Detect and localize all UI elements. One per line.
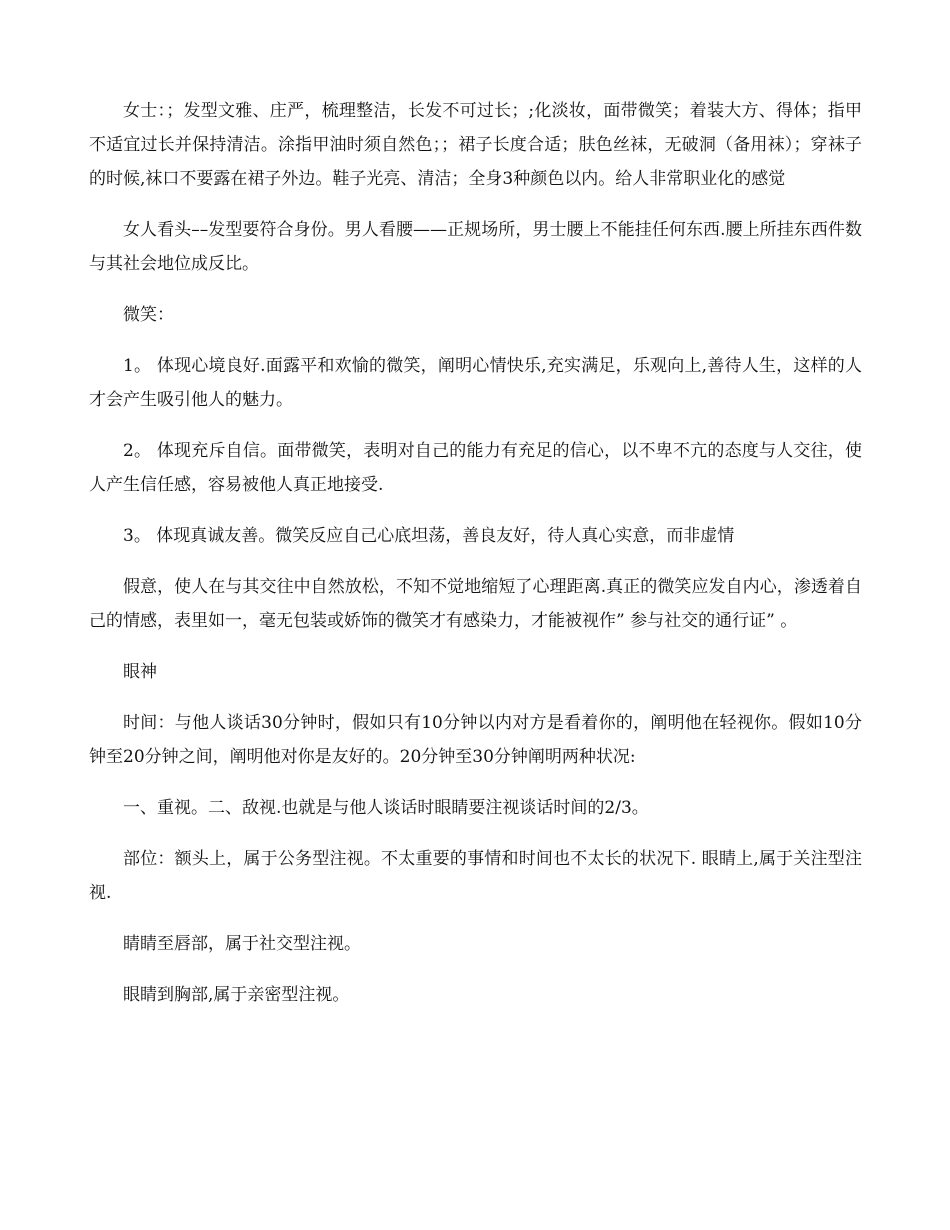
heading-eyes: 眼神 xyxy=(123,662,157,682)
paragraph-gaze-intimate: 眼睛到胸部,属于亲密型注视。 xyxy=(123,985,350,1005)
paragraph-smile-3-cont: 假意，使人在与其交往中自然放松，不知不觉地缩短了心理距离.真正的微笑应发自内心，渗透着自己的情感，表里如一，毫无包装或娇饰的微笑才有感染力，才能被视作” 参与社交的通行证” 。 xyxy=(89,577,862,631)
paragraph-women-attire: 女士：；发型文雅、庄严，梳理整洁，长发不可过长；;化淡妆，面带微笑；着装大方、得体；指甲不适宜过长并保持清洁。涂指甲油时须自然色；；裙子长度合适；肤色丝袜，无破洞（备用袜）；穿袜子的时候,袜口不要露在裙子外边。鞋子光亮、清洁；全身3种颜色以内。给人非常职业化的感觉 xyxy=(89,101,862,189)
paragraph-smile-3: 3。 体现真诚友善。微笑反应自己心底坦荡，善良友好，待人真心实意，而非虚情 xyxy=(123,526,735,546)
paragraph-gaze-meaning: 一、重视。二、敌视.也就是与他人谈话时眼睛要注视谈话时间的2/3。 xyxy=(123,798,649,818)
paragraph-head-waist: 女人看头––发型要符合身份。男人看腰——正规场所，男士腰上不能挂任何东西.腰上所挂东西件数与其社会地位成反比。 xyxy=(89,220,862,274)
paragraph-gaze-social: 睛睛至唇部，属于社交型注视。 xyxy=(123,934,361,954)
paragraph-smile-1: 1。 体现心境良好.面露平和欢愉的微笑，阐明心情快乐,充实满足，乐观向上,善待人生，这样的人才会产生吸引他人的魅力。 xyxy=(89,356,862,410)
paragraph-smile-2: 2。 体现充斥自信。面带微笑，表明对自己的能力有充足的信心，以不卑不亢的态度与人交往，使人产生信任感，容易被他人真正地接受. xyxy=(89,441,862,495)
heading-smile: 微笑： xyxy=(123,305,174,325)
paragraph-gaze-area: 部位：额头上，属于公务型注视。不太重要的事情和时间也不太长的状况下. 眼睛上,属于关注型注视. xyxy=(89,849,862,903)
paragraph-gaze-time: 时间：与他人谈话30分钟时，假如只有10分钟以内对方是看着你的，阐明他在轻视你。假如10分钟至20分钟之间，阐明他对你是友好的。20分钟至30分钟阐明两种状况: xyxy=(89,713,862,767)
